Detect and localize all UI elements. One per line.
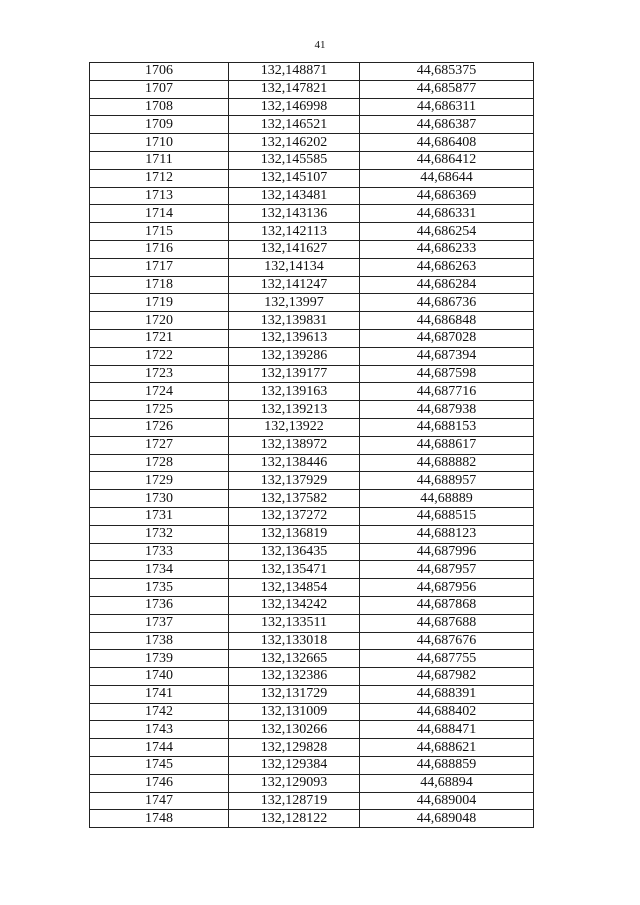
y-coordinate-cell: 44,68644 xyxy=(360,169,534,187)
point-number-cell: 1713 xyxy=(90,187,229,205)
x-coordinate-cell: 132,137929 xyxy=(229,472,360,490)
table-row xyxy=(90,187,534,205)
point-number-cell: 1747 xyxy=(90,792,229,810)
point-number-cell: 1733 xyxy=(90,543,229,561)
point-number-cell: 1746 xyxy=(90,774,229,792)
table-row xyxy=(90,258,534,276)
point-number-cell: 1711 xyxy=(90,151,229,169)
table-row xyxy=(90,596,534,614)
x-coordinate-cell: 132,139177 xyxy=(229,365,360,383)
x-coordinate-cell: 132,141627 xyxy=(229,240,360,258)
y-coordinate-cell: 44,687982 xyxy=(360,668,534,686)
x-coordinate-cell: 132,13922 xyxy=(229,418,360,436)
x-coordinate-cell: 132,137272 xyxy=(229,507,360,525)
x-coordinate-cell: 132,143136 xyxy=(229,205,360,223)
point-number-cell: 1727 xyxy=(90,436,229,454)
x-coordinate-cell: 132,145585 xyxy=(229,151,360,169)
x-coordinate-cell: 132,146521 xyxy=(229,116,360,134)
x-coordinate-cell: 132,128719 xyxy=(229,792,360,810)
point-number-cell: 1712 xyxy=(90,169,229,187)
x-coordinate-cell: 132,137582 xyxy=(229,490,360,508)
y-coordinate-cell: 44,686331 xyxy=(360,205,534,223)
x-coordinate-cell: 132,145107 xyxy=(229,169,360,187)
table-row xyxy=(90,774,534,792)
table-row xyxy=(90,418,534,436)
x-coordinate-cell: 132,132386 xyxy=(229,668,360,686)
point-number-cell: 1740 xyxy=(90,668,229,686)
y-coordinate-cell: 44,687956 xyxy=(360,579,534,597)
point-number-cell: 1715 xyxy=(90,223,229,241)
y-coordinate-cell: 44,687957 xyxy=(360,561,534,579)
table-row xyxy=(90,792,534,810)
x-coordinate-cell: 132,146202 xyxy=(229,134,360,152)
y-coordinate-cell: 44,687996 xyxy=(360,543,534,561)
table-row xyxy=(90,276,534,294)
point-number-cell: 1744 xyxy=(90,739,229,757)
point-number-cell: 1741 xyxy=(90,685,229,703)
y-coordinate-cell: 44,686263 xyxy=(360,258,534,276)
x-coordinate-cell: 132,129384 xyxy=(229,757,360,775)
y-coordinate-cell: 44,686369 xyxy=(360,187,534,205)
point-number-cell: 1709 xyxy=(90,116,229,134)
x-coordinate-cell: 132,138972 xyxy=(229,436,360,454)
point-number-cell: 1736 xyxy=(90,596,229,614)
table-row xyxy=(90,668,534,686)
table-row xyxy=(90,365,534,383)
point-number-cell: 1731 xyxy=(90,507,229,525)
y-coordinate-cell: 44,688515 xyxy=(360,507,534,525)
table-row xyxy=(90,223,534,241)
point-number-cell: 1729 xyxy=(90,472,229,490)
x-coordinate-cell: 132,147821 xyxy=(229,80,360,98)
x-coordinate-cell: 132,142113 xyxy=(229,223,360,241)
y-coordinate-cell: 44,686412 xyxy=(360,151,534,169)
y-coordinate-cell: 44,688882 xyxy=(360,454,534,472)
x-coordinate-cell: 132,139613 xyxy=(229,329,360,347)
table-row xyxy=(90,151,534,169)
point-number-cell: 1724 xyxy=(90,383,229,401)
x-coordinate-cell: 132,131729 xyxy=(229,685,360,703)
table-row xyxy=(90,98,534,116)
x-coordinate-cell: 132,141247 xyxy=(229,276,360,294)
x-coordinate-cell: 132,146998 xyxy=(229,98,360,116)
table-row xyxy=(90,632,534,650)
x-coordinate-cell: 132,138446 xyxy=(229,454,360,472)
table-row xyxy=(90,205,534,223)
point-number-cell: 1723 xyxy=(90,365,229,383)
table-row xyxy=(90,401,534,419)
x-coordinate-cell: 132,148871 xyxy=(229,63,360,81)
y-coordinate-cell: 44,687676 xyxy=(360,632,534,650)
y-coordinate-cell: 44,688957 xyxy=(360,472,534,490)
y-coordinate-cell: 44,688402 xyxy=(360,703,534,721)
y-coordinate-cell: 44,688859 xyxy=(360,757,534,775)
y-coordinate-cell: 44,686254 xyxy=(360,223,534,241)
y-coordinate-cell: 44,68894 xyxy=(360,774,534,792)
y-coordinate-cell: 44,687688 xyxy=(360,614,534,632)
table-row xyxy=(90,810,534,828)
table-row xyxy=(90,757,534,775)
table-row xyxy=(90,436,534,454)
point-number-cell: 1720 xyxy=(90,312,229,330)
point-number-cell: 1721 xyxy=(90,329,229,347)
point-number-cell: 1710 xyxy=(90,134,229,152)
y-coordinate-cell: 44,689004 xyxy=(360,792,534,810)
table-row xyxy=(90,525,534,543)
y-coordinate-cell: 44,689048 xyxy=(360,810,534,828)
point-number-cell: 1745 xyxy=(90,757,229,775)
y-coordinate-cell: 44,687598 xyxy=(360,365,534,383)
point-number-cell: 1734 xyxy=(90,561,229,579)
x-coordinate-cell: 132,133018 xyxy=(229,632,360,650)
point-number-cell: 1717 xyxy=(90,258,229,276)
page-number: 41 xyxy=(314,39,326,51)
y-coordinate-cell: 44,686233 xyxy=(360,240,534,258)
coordinates-table-body xyxy=(90,63,534,828)
x-coordinate-cell: 132,134242 xyxy=(229,596,360,614)
table-row xyxy=(90,721,534,739)
x-coordinate-cell: 132,13997 xyxy=(229,294,360,312)
x-coordinate-cell: 132,143481 xyxy=(229,187,360,205)
table-row xyxy=(90,312,534,330)
y-coordinate-cell: 44,686311 xyxy=(360,98,534,116)
point-number-cell: 1748 xyxy=(90,810,229,828)
point-number-cell: 1726 xyxy=(90,418,229,436)
point-number-cell: 1708 xyxy=(90,98,229,116)
table-row xyxy=(90,614,534,632)
y-coordinate-cell: 44,685375 xyxy=(360,63,534,81)
y-coordinate-cell: 44,688391 xyxy=(360,685,534,703)
x-coordinate-cell: 132,136819 xyxy=(229,525,360,543)
table-row xyxy=(90,116,534,134)
y-coordinate-cell: 44,687868 xyxy=(360,596,534,614)
x-coordinate-cell: 132,130266 xyxy=(229,721,360,739)
x-coordinate-cell: 132,128122 xyxy=(229,810,360,828)
y-coordinate-cell: 44,688153 xyxy=(360,418,534,436)
table-row xyxy=(90,472,534,490)
point-number-cell: 1716 xyxy=(90,240,229,258)
table-row xyxy=(90,169,534,187)
point-number-cell: 1735 xyxy=(90,579,229,597)
table-row xyxy=(90,650,534,668)
table-row xyxy=(90,685,534,703)
x-coordinate-cell: 132,135471 xyxy=(229,561,360,579)
y-coordinate-cell: 44,688471 xyxy=(360,721,534,739)
point-number-cell: 1718 xyxy=(90,276,229,294)
point-number-cell: 1725 xyxy=(90,401,229,419)
y-coordinate-cell: 44,686387 xyxy=(360,116,534,134)
point-number-cell: 1737 xyxy=(90,614,229,632)
point-number-cell: 1732 xyxy=(90,525,229,543)
x-coordinate-cell: 132,14134 xyxy=(229,258,360,276)
point-number-cell: 1738 xyxy=(90,632,229,650)
y-coordinate-cell: 44,687394 xyxy=(360,347,534,365)
point-number-cell: 1719 xyxy=(90,294,229,312)
y-coordinate-cell: 44,686848 xyxy=(360,312,534,330)
point-number-cell: 1728 xyxy=(90,454,229,472)
y-coordinate-cell: 44,688123 xyxy=(360,525,534,543)
table-row xyxy=(90,347,534,365)
table-row xyxy=(90,561,534,579)
table-row xyxy=(90,240,534,258)
table-row xyxy=(90,507,534,525)
y-coordinate-cell: 44,687716 xyxy=(360,383,534,401)
x-coordinate-cell: 132,133511 xyxy=(229,614,360,632)
x-coordinate-cell: 132,139213 xyxy=(229,401,360,419)
y-coordinate-cell: 44,686408 xyxy=(360,134,534,152)
x-coordinate-cell: 132,139286 xyxy=(229,347,360,365)
coordinates-table xyxy=(89,62,534,828)
y-coordinate-cell: 44,687755 xyxy=(360,650,534,668)
table-row xyxy=(90,329,534,347)
point-number-cell: 1706 xyxy=(90,63,229,81)
table-row xyxy=(90,703,534,721)
y-coordinate-cell: 44,686284 xyxy=(360,276,534,294)
point-number-cell: 1730 xyxy=(90,490,229,508)
y-coordinate-cell: 44,686736 xyxy=(360,294,534,312)
x-coordinate-cell: 132,139163 xyxy=(229,383,360,401)
point-number-cell: 1707 xyxy=(90,80,229,98)
table-row xyxy=(90,490,534,508)
x-coordinate-cell: 132,139831 xyxy=(229,312,360,330)
x-coordinate-cell: 132,129093 xyxy=(229,774,360,792)
table-row xyxy=(90,80,534,98)
x-coordinate-cell: 132,129828 xyxy=(229,739,360,757)
point-number-cell: 1743 xyxy=(90,721,229,739)
x-coordinate-cell: 132,136435 xyxy=(229,543,360,561)
point-number-cell: 1722 xyxy=(90,347,229,365)
table-row xyxy=(90,383,534,401)
table-row xyxy=(90,134,534,152)
x-coordinate-cell: 132,131009 xyxy=(229,703,360,721)
x-coordinate-cell: 132,134854 xyxy=(229,579,360,597)
table-row xyxy=(90,454,534,472)
y-coordinate-cell: 44,685877 xyxy=(360,80,534,98)
point-number-cell: 1714 xyxy=(90,205,229,223)
table-row xyxy=(90,294,534,312)
table-row xyxy=(90,739,534,757)
y-coordinate-cell: 44,688621 xyxy=(360,739,534,757)
y-coordinate-cell: 44,688617 xyxy=(360,436,534,454)
point-number-cell: 1739 xyxy=(90,650,229,668)
y-coordinate-cell: 44,68889 xyxy=(360,490,534,508)
y-coordinate-cell: 44,687028 xyxy=(360,329,534,347)
table-row xyxy=(90,543,534,561)
point-number-cell: 1742 xyxy=(90,703,229,721)
y-coordinate-cell: 44,687938 xyxy=(360,401,534,419)
x-coordinate-cell: 132,132665 xyxy=(229,650,360,668)
table-row xyxy=(90,63,534,81)
table-row xyxy=(90,579,534,597)
